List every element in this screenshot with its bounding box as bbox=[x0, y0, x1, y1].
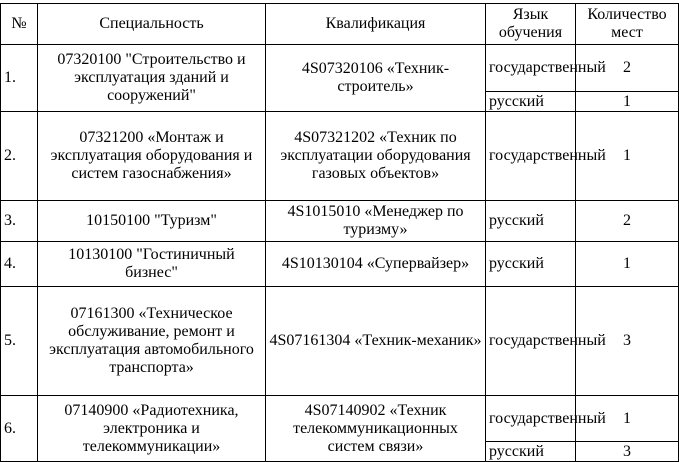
table-row bbox=[1, 242, 679, 287]
language-cell: государственный bbox=[486, 112, 576, 201]
table-row bbox=[1, 112, 679, 201]
seats-cell: 1 bbox=[576, 242, 679, 287]
document-page bbox=[0, 3, 679, 460]
header-language: Язык обучения bbox=[486, 4, 576, 45]
qualification-cell: 4S1015010 «Менеджер по туризму» bbox=[266, 201, 486, 242]
language-cell: государственный bbox=[486, 45, 576, 92]
row-number: 6. bbox=[1, 396, 38, 462]
table-row bbox=[1, 396, 679, 442]
seats-cell: 1 bbox=[576, 92, 679, 112]
row-number: 2. bbox=[1, 112, 38, 201]
language-cell: государственный bbox=[486, 396, 576, 442]
qualification-cell: 4S07140902 «Техник телекоммуникационных систем связи» bbox=[266, 396, 486, 462]
seats-cell: 1 bbox=[576, 396, 679, 442]
language-cell: русский bbox=[486, 92, 576, 112]
seats-cell: 3 bbox=[576, 287, 679, 396]
specialty-cell: 07140900 «Радиотехника, электроника и телекоммуникации» bbox=[38, 396, 266, 462]
header-specialty: Специальность bbox=[38, 4, 266, 45]
row-number: 3. bbox=[1, 201, 38, 242]
table-row bbox=[1, 45, 679, 92]
header-seats: Количество мест bbox=[576, 4, 679, 45]
specialties-table bbox=[0, 3, 679, 462]
table-row bbox=[1, 287, 679, 396]
language-cell: русский bbox=[486, 201, 576, 242]
row-number: 1. bbox=[1, 45, 38, 112]
language-cell: русский bbox=[486, 442, 576, 462]
seats-cell: 3 bbox=[576, 442, 679, 462]
seats-cell: 1 bbox=[576, 112, 679, 201]
header-num: № bbox=[1, 4, 38, 45]
specialty-cell: 07320100 "Строительство и эксплуатация зданий и сооружений" bbox=[38, 45, 266, 112]
table-row bbox=[1, 201, 679, 242]
specialty-cell: 10150100 "Туризм" bbox=[38, 201, 266, 242]
language-cell: государственный bbox=[486, 287, 576, 396]
row-number: 4. bbox=[1, 242, 38, 287]
row-number: 5. bbox=[1, 287, 38, 396]
qualification-cell: 4S07321202 «Техник по эксплуатации оборудования газовых объектов» bbox=[266, 112, 486, 201]
seats-cell: 2 bbox=[576, 201, 679, 242]
specialty-cell: 10130100 "Гостиничный бизнес" bbox=[38, 242, 266, 287]
qualification-cell: 4S07320106 «Техник-строитель» bbox=[266, 45, 486, 112]
specialty-cell: 07161300 «Техническое обслуживание, ремонт и эксплуатация автомобильного транспорта» bbox=[38, 287, 266, 396]
table-header-row bbox=[1, 4, 679, 45]
qualification-cell: 4S10130104 «Супервайзер» bbox=[266, 242, 486, 287]
header-qualification: Квалификация bbox=[266, 4, 486, 45]
specialty-cell: 07321200 «Монтаж и эксплуатация оборудования и систем газоснабжения» bbox=[38, 112, 266, 201]
qualification-cell: 4S07161304 «Техник-механик» bbox=[266, 287, 486, 396]
language-cell: русский bbox=[486, 242, 576, 287]
seats-cell: 2 bbox=[576, 45, 679, 92]
